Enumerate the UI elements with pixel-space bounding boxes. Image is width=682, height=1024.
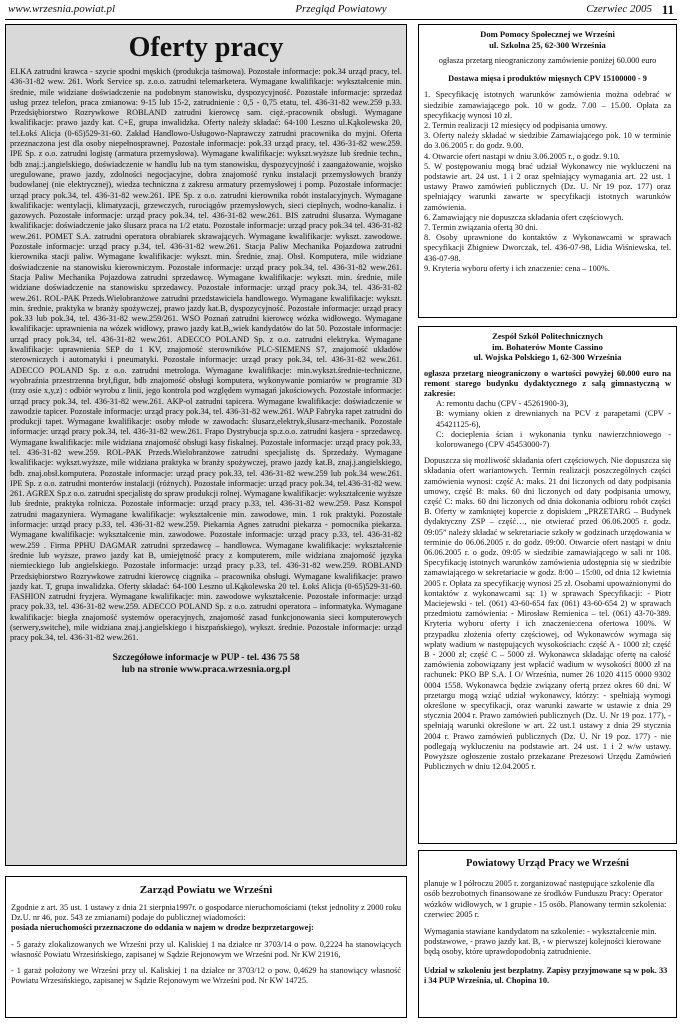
paper-name: Przegląd Powiatowy (295, 3, 387, 15)
zsp-title: Zespół Szkół Politechnicznych (492, 331, 603, 341)
zsp-scope-b: B: wymiany okien z drewnianych na PCV z parapetami (CPV - 45421125-6), (436, 409, 671, 429)
dps-item: 8. Osoby uprawnione do kontaktów z Wykonawcami w sprawach specyfikacji Zbigniew Dworczak, tel. 436-07-98, Lidia Wiśniewska, tel. 436-07-98. (424, 233, 671, 263)
offers-text: ELKA zatrudni krawca - szycie spodni męskich (produkcja taśmowa). Pozostałe informacje: pok.34 urząd pracy, tel. 436-31-82 wew. 261. Work Service sp. z.o.o. zatrudni telemarketera. Wymagane kwalifikacje: wykształcenie min. średnie, mile widziane doświadczenie na podobnym stanowisku, dyspozycyjność. Pozostałe informacje: sprzedaż usług przez telefon, praca zmianowa: 9-15 lub 15-2, zatrudnienie : 0,5 - 0,75 etatu, tel. 436-31-82 wew.259 p.33. Przedsiębiorstwo Rozrywkowe ROBLAND zatrudni kierowcę sam. cięż.-pracownik obsługi. Wymagane kwalifikacje: prawo jazdy kat. C+E, grupa inwalidzka. Oferty należy składać: 64-100 Leszno ul.Kąkolewska 20, tel.Łokś Alicja (0-65)529-31-60. Zakład Handlowo-Usługowo-Naprawczy zatrudni pracownika do myjni. Oferta przeznaczona jest dla osoby niepełnosprawnej. Pozostałe informacje: pok.33 urząd pracy, tel. 436-31-82 wew.259. IPE Sp. z o.o. zatrudni logistę (armatura przemysłowa). Wymagane kwalifikacje: wykszt.wyższe lub średnie techn., bdb znaj.:j.angielskiego, doświadczenie w handlu lub na tym stanowisku, dyspozycyjność i zaangażowanie, wojsko uregulowane, prawo jazdy, zdolności negocjacyjne, dobra znajomość rynku instalacji przemysłowych branży budowlanej (nie elektrycznej), wiedza techniczna z zakresu armatury przemysłowej i pomp. Pozostałe informacje: urząd pracy pok.34, tel. 436-31-82 wew.261. IPE Sp. z o.o. zatrudni kierownika robót instalacyjnych. Wymagane kwalifikacje: wentylacji, klimatyzacji, grzewczych, rurociągów przemysłowych, sieci cieplnych, wodno-kanaliz. i gazowych. Pozostałe informacje: urząd pracy pok.34, tel. 436-31-82 wew.261. BIS zatrudni ślusarza. Wymagane kwalifikacje: doświadczenie jako ślusarz praca na 1/2 etatu. Pozostałe informacje: urząd pracy pok.34 tel. 436-31-82 wew.261. POMET S.A. zatrudni operatora obrabiarek skrawających. Wymagane kwalifikacje: wykszt. zawodowe. Pozostałe informacje: urząd pracy p.34, tel. 436-31-82 wew.261. Stacja Paliw Mechanika Pojazdowa zatrudni kierownika stacji paliw. Wymagane kwalifikacje: wykszt. min. Średnie, znaj. Obsł. Komputera, mile widziane doświadczenie na stanowisku kierowniczym. Pozostałe informacje: urząd pracy pok.34, tel. 436-31-82 wew.261. Stacja Paliw Mechanika Pojazdowa zatrudni sprzedawcę. Wymagane kwalifikacje: wykszt. min. średnie, mile widziane doświadczenie na stanowisku sprzedawcy. Pozostałe informacje: urząd pracy pok.34, tel. 436-31-82 wew.261. ROL-PAK Przeds.Wielobranżowe zatrudni przedstawiciela handlowego. Wymagane kwalifikacje: wykszt. min. średnie, praktyka w branży spożywczej, prawo jazdy kat.B, dyspozycyjność. Pozostałe informacje: urząd pracy pok.33 lub pok.34, tel. 436-31-82 wew.259/261. WSO Poznań zatrudni kierowcę wózka widłowego. Wymagane kwalifikacje: uprawnienia na wózek widłowy, prawo jazdy kat.B,,wiek kandydatów do lat 50. Pozostałe informacje: urząd pracy pok.34, tel. 436-31-82 wew.261. ADECCO POLAND Sp. z o.o. zatrudni elektryka. Wymagane kwalifikacje: uprawnienia SEP do 1 KV, znajomość sterowników PLC-SIEMENS S7, znajomość układów sterowniczych i automatyki i pneumatyki. Pozostałe informacje: urząd pracy pok.34, tel. 436-31-82 wew.261. ADECCO POLAND Sp. z o.o. zatrudni metrologa. Wymagane kwalifikacje: min.wykszt.średnie-techniczne, wyobraźnia przestrzenna brył,figur, bdb znajomość obsługi komputera, wykonywanie pomiarów w programie 3D (trzy osie x,y,z) : odbiór wyrobu z linii, jego kontrola pod względem wymagań jakościowych. Pozostałe informacje: urząd pracy pok.34, tel. 436-31-82 wew.261. AKP-ol zatrudni tapicera. Wymagane kwalifikacje: doświadczenie w zawodzie tapicer. Pozostałe informacje: urząd pracy pok.34, tel. 436-31-82 wew.261. WAP Fabryka rapet zatrudni do produkcji tapet. Wymagane kwalifikacje: osoby młode w zawodach: ślusarz,elektryk,ślusarz-mechanik. Pozostałe informacje: urząd pracy pok.34, tel. 436-31-82 wew.261. Frapo Dystrybucja sp.z.o.o. zatrudni kasjera - sprzedawcę. Wymagane kwalifikacje: mile widziana znajomość obsługi kasy fiskalnej. Pozostałe informacje: urząd pracy pok.33, tel. 436-31-82 wew.259. ROL-PAK Przeds.Wielobranżowe zatrudni specjalistę ds. Sprzedaży. Wymagane kwalifikacje: wykszt.wyższe, mile widziana praktyka w branży spożywczej, prawo jazdy kat.B, znaj.j.angielskiego, bdb. znaj.obsł.komputera. Pozostałe informacje: urząd pracy pok.33, tel. 436-31-82 wew.259 lub pok.34 wew.261. IPE Sp. z o.o. zatrudni monterów instalacji (różnych). Pozostałe informacje: urząd pracy pok.34, tel.436-31-82 wew. 261. AGREX Sp.z o.o. zatrudni specjalistę do spraw produkcji rolnej. Wymagane kwalifikacje: wykształcenie wyższe lub średnie, praktyka rolnicza. Pozostałe informacje: urząd pracy p.33, tel. 436-31-82 wew.259. Pasz Konspol zatrudni magazyniera. Wymagane kwalifikacje: wykształcenie min. zawodowe, min. 1 rok praktyki. Pozostałe informacje: urząd pracy p.33, tel. 436-31-82 wew.259. Piekarnia Agnes zatrudni piekarza - pomocnika piekarza. Wymagane kwalifikacje: wykształcenie min. zawodowe. Pozostałe informacje: urząd pracy p.33, tel. 436-31-82 wew.259 . Firma PPHU DAGMAR zatrudni sprzedawcę – handlowca. Wymagane kwalifikacje: wykształcenie średnie lub wyższe, prawo jazdy kat B, umiejętność pracy z komputerem, mile widziana znajomość języka niemieckiego lub angielskiego. Pozostałe informacje: urząd pracy p.33, tel. 436-31-82 wew.259. ROBLAND Przedsiębiorstwo Rozrywkowe zatrudni kierowcę ciągnika – pracownika obsługi. Wymagane kwalifikacje: prawo jazdy kat. T, grupa inwalidzka. Oferty składać: 64-100 Leszno ul.Kąkolewska 20 tel. Łokś Alicja (0-65)529-31-60. FASHION zatrudni fryzjera. Wymagane kwalifikacje: min. zawodowe wykształcenie. Pozostałe informacje: urząd pracy pok.33, tel. 436-31-82 wew.259. ADECCO POLAND Sp. z o.o. zatrudni operatora – informatyka. Wymagane kwalifikacje: biegła znajomość systemów operacyjnych, znajomość zasad funkcjonowania sieci komputerowych (serwery,switche), mile widziana znaj.j.angielskiego i hiszpańskiego), wykszt. średnie. Pozostałe informacje: urząd pracy pok.34, tel. 436-31-82 wew.261. (10, 67, 402, 643)
issue-date: Czerwiec 2005 (586, 3, 652, 15)
dps-box (418, 24, 677, 318)
zsp-scope-c: C: docieplenia ścian i wykonania tynku nawierzchniowego - kolorowanego (CPV 45453000-7) (436, 429, 671, 449)
dps-item: 3. Oferty należy składać w siedzibie Zamawiającego pok. 10 w terminie do 3.06.2005 r. do godz. 9.00. (424, 131, 671, 151)
zarzad-item-2: - 1 garaż położony we Wrześni przy ul. Kaliskiej 1 na działce nr 3703/12 o pow. 0,4629 ha stanowiący własność Powiatu Wrzesińskiego, zapisanej w Sądzie Rejonowym we Wrześni pod. Nr KW 14725. (11, 966, 401, 986)
zarzad-item-1: - 5 garaży zlokalizowanych we Wrześni przy ul. Kaliskiej 1 na działce nr 3703/14 o pow. 0,2224 ha stanowiących własność Powiatu Wrzesińskiego, zapisanej w Sądzie Rejonowym we Wrześni pod. Nr KW 21916, (11, 939, 401, 959)
zsp-lead: ogłasza przetarg nieograniczony o wartości powyżej 60.000 euro na remont starego budynku dydaktycznego z salą gimnastyczną w zakresie: (424, 368, 671, 398)
pup-box (418, 850, 677, 1018)
pup-requirements: Wymagania stawiane kandydatom na szkolenie: - wykształcenie min. podstawowe, - prawo jazdy kat. B, - w pierwszej kolejności kierowane będą osoby, które uprawdopodobnią zatrudnienie. (424, 926, 661, 957)
zsp-box (418, 326, 677, 844)
offers-title: Oferty pracy (128, 32, 284, 63)
page-number: 11 (661, 2, 674, 17)
dps-items (424, 90, 671, 274)
pup-plan: planuje w I półroczu 2005 r. zorganizować następujące szkolenie dla osób bezrobotnych finansowane ze środków Funduszu Pracy: Operator wózków widłowych, w 1 grupie - 15 osób. Planowany termin szkolenia: czerwiec 2005 r. (424, 879, 667, 920)
offers-footer-phone: Szczegółowe informacje w PUP - tel. 436 75 58 (112, 652, 300, 663)
dps-item: 2. Termin realizacji 12 miesięcy od podpisania umowy. (424, 121, 608, 131)
zarzad-title: Zarząd Powiatu we Wrześni (139, 884, 273, 896)
offers-body (6, 67, 406, 644)
dps-lead: ogłasza przetarg nieograniczony zamówienie poniżej 60.000 euro (438, 56, 657, 65)
site-url[interactable]: www.wrzesnia.powiat.pl (8, 3, 116, 15)
zarzad-intro-bold: posiada nieruchomości przeznaczone do oddania w najem w drodze bezprzetargowej: (11, 923, 314, 933)
zarzad-box (5, 876, 407, 1018)
page-header (8, 3, 674, 18)
dps-title: Dom Pomocy Społecznej we Wrześni (480, 29, 615, 39)
zsp-scope-a: A: remontu dachu (CPV - 45261900-3), (436, 399, 569, 409)
dps-item: 5. W postępowaniu mogą brać udział Wykonawcy nie wykluczeni na podstawie art. 24 ust. 1 i 2 oraz spełniający wymagania art. 22 ust. 1 ustawy Prawo zamówień publicznych (Dz. U. Nr 19 poz. 177) oraz spełniający warunki zawarte w specyfikacji istotnych warunków zamówienia. (424, 161, 671, 212)
job-offers-box (5, 24, 407, 866)
zsp-body: Dopuszcza się możliwość składania ofert częściowych. Nie dopuszcza się składania ofert wariantowych. Termin realizacji poszczególnych części zamówienia wynosi: część A: maks. 21 dni liczonych od daty podpisania umowy, część B: maks. 60 dni liczonych od daty podpisania umowy, część C: maks. 60 dni liczonych od dnia dokonania odbioru robót części B. Oferty w zamkniętej kopercie z dopiskiem „PRZETARG – Budynek dydaktyczny ZSP – część…, nie otwierać przed 06.06.2005 r. godz. 09:05” należy składać w sekretariacie szkoły w godzinach urzędowania w terminie do 06.06.2005 r. do godz. 09:00. Otwarcie ofert nastąpi w dniu 06.06.2005 r. o godz. 09:05 w siedzibie zamawiającego w sali nr 108. Specyfikację istotnych warunków zamówienia udostępnia się w siedzibie zamawiającego w sekretariacie w godz. 8:00 – 15:00, od dnia 12 kwietnia 2005 r. Opłata za specyfikację wynosi 25 zł. Osobami upoważnionymi do kontaktów z wykonawcami są: 1) w sprawach Specyfikacji: - Piotr Maciejewski - tel. (061) 43-60-654 fax (061) 43-60-654 2) w sprawach przedmiotu zamówienia: - Mirosław Remienica – tel. (061) 43-70-389. Kryteria wyboru oferty i ich znaczenie:cena ofertowa 100%. W przypadku złożenia oferty częściowej, od Wykonawców wymaga się wpłaty wadium w następujących wysokościach: część A - 1000 zł; część B - 2000 zł; część C – 5000 zł. Wykonawca składając ofertę na całość zamówienia zobowiązany jest wpłacić wadium w wysokości 8000 zł na rachunek: PKO BP S.A. I O/ Września, numer 26 1020 4115 0000 9302 0004 1558. Wykonawca będzie związany ofertą przez okres 60 dni. W przetargu mogą wziąć udział wykonawcy, którzy: - spełniają wymogi określone w specyfikacji, oraz warunki zawarte w ustawie z dnia 29 stycznia 2004 r. Prawo zamówień publicznych (Dz. U. Nr 19 poz. 177), - spełniają warunki określone w art. 22 ust.1 ustawy z dnia 29 stycznia 2004 r. Prawo zamówień publicznych (Dz. U. Nr 19 poz. 177) - nie podlegają wykluczeniu na podstawie art. 24 ust. 1 i 2 w/w ustawy. Powyższe ogłoszenie zostało przekazane Prezesowi Urzędu Zamówień Publicznych w dniu 12.04.2005 r. (424, 456, 671, 772)
zsp-patron: im. Bohaterów Monte Cassino (492, 341, 603, 352)
dps-address: ul. Szkolna 25, 62-300 Września (489, 39, 606, 50)
dps-subject: Dostawa mięsa i produktów mięsnych CPV 15100000 - 9 (448, 74, 647, 84)
pup-title: Powiatowy Urząd Pracy we Wrześni (466, 858, 629, 869)
zsp-address: ul. Wojska Polskiego 1, 62-300 Września (473, 352, 622, 362)
zarzad-intro: Zgodnie z art. 35 ust. 1 ustawy z dnia 21 sierpnia1997r. o gospodarce nieruchomościami (tekst jednolity z 2000 roku Dz.U. nr 46, poz. 543 ze zmianami) podaje do publicznej wiadomości: (11, 903, 401, 923)
offers-footer-link[interactable]: lub na stronie www.praca.wrzesnia.org.pl (121, 664, 291, 675)
dps-item: 9. Kryteria wyboru oferty i ich znaczenie: cena – 100%. (424, 263, 610, 273)
dps-item: 4. Otwarcie ofert nastąpi w dniu 3.06.2005 r., o godz. 9.10. (424, 151, 620, 161)
dps-item: 7. Termin związania ofertą 30 dni. (424, 223, 538, 233)
header-rule (5, 19, 677, 20)
pup-enrollment: Udział w szkoleniu jest bezpłatny. Zapisy przyjmowane są w pok. 33 i 34 PUP Września, ul. Chopina 10. (424, 965, 668, 986)
dps-item: 1. Specyfikację istotnych warunków zamówienia można odebrać w siedzibie zamawiającego pok. 10 w godz. 7.00 – 15.00. Opłata za specyfikację wynosi 10 zł. (424, 90, 671, 120)
dps-item: 6. Zamawiający nie dopuszcza składania ofert częściowych. (424, 212, 624, 222)
